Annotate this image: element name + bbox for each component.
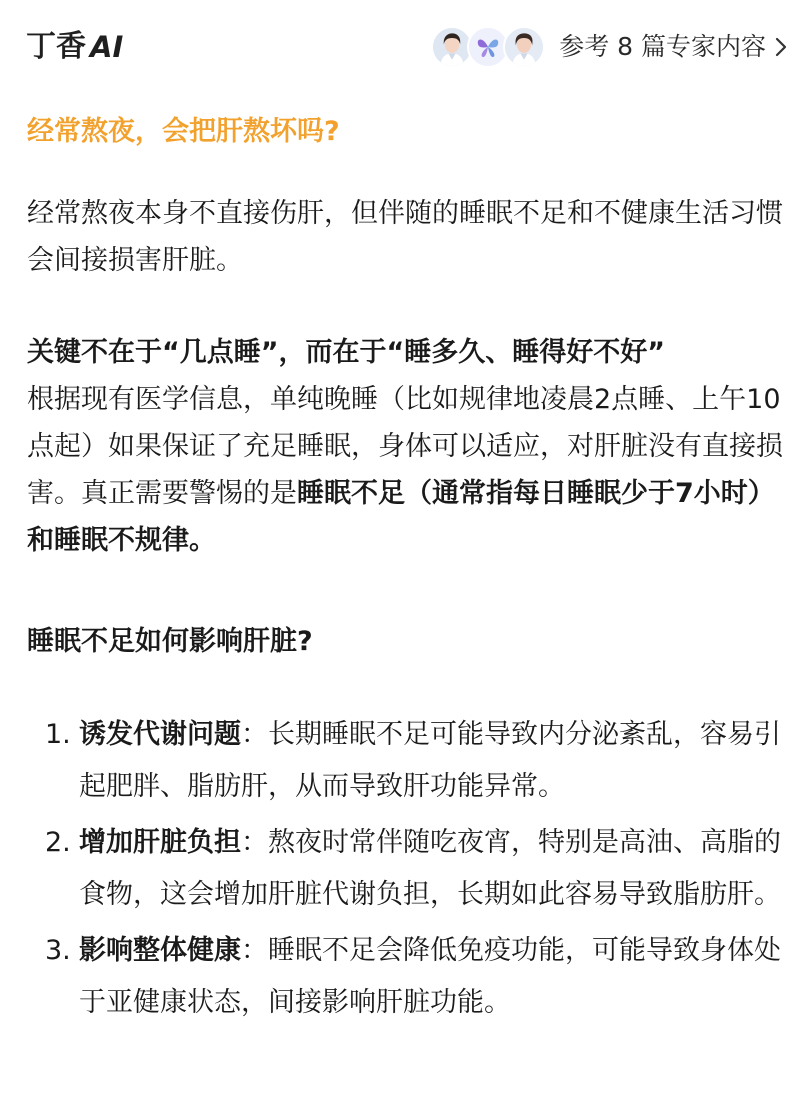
list-item (27, 817, 787, 921)
list-item-text: ：长期睡眠不足可能导致内分泌紊乱，容易引起肥胖、脂肪肝，从而导致肝功能异常。 (79, 719, 781, 802)
impact-list (27, 709, 787, 1029)
list-item-text: ：睡眠不足会降低免疫功能，可能导致身体处于亚健康状态，间接影响肝脏功能。 (79, 935, 781, 1018)
list-number: 3. (45, 935, 71, 966)
key-point-text: 根据现有医学信息，单纯晚睡（比如规律地凌晨2点睡、上午10点起）如果保证了充足睡眠，身体可以适应，对肝脏没有直接损害。真正需要警惕的是 (27, 384, 783, 509)
list-item-title: 增加肝脏负担 (79, 827, 241, 858)
expert-references-link[interactable] (431, 24, 788, 70)
reference-count-label: 参考 8 篇专家内容 (559, 32, 766, 61)
question-title: 经常熬夜，会把肝熬坏吗? (27, 116, 340, 147)
list-body (79, 925, 787, 1029)
list-body (79, 817, 787, 921)
list-item (27, 709, 787, 813)
list-number: 1. (45, 719, 71, 750)
doctor-avatar-2 (503, 26, 545, 68)
list-item-title: 影响整体健康 (79, 935, 241, 966)
intro-paragraph: 经常熬夜本身不直接伤肝，但伴随的睡眠不足和不健康生活习惯会间接损害肝脏。 (27, 198, 783, 276)
section-heading: 睡眠不足如何影响肝脏? (27, 626, 313, 657)
list-item-title: 诱发代谢问题 (79, 719, 241, 750)
list-item-text: ：熬夜时常伴随吃夜宵，特别是高油、高脂的食物，这会增加肝脏代谢负担，长期如此容易导致脂肪肝。 (79, 827, 781, 910)
list-number: 2. (45, 827, 71, 858)
key-point-paragraph (27, 329, 787, 564)
logo-text-cn: 丁香 (26, 29, 86, 64)
list-item (27, 925, 787, 1029)
expert-avatars (431, 26, 545, 68)
key-point-emphasis: 睡眠不足（通常指每日睡眠少于7小时）和睡眠不规律。 (27, 478, 775, 556)
chevron-right-icon (774, 24, 788, 70)
logo-text-ai: AI (90, 30, 124, 64)
answer-content (27, 108, 787, 1033)
dingxiang-ai-logo (26, 27, 123, 67)
key-point-heading: 关键不在于“几点睡”，而在于“睡多久、睡得好不好” (27, 337, 665, 368)
list-body (79, 709, 787, 813)
app-header (0, 0, 812, 92)
